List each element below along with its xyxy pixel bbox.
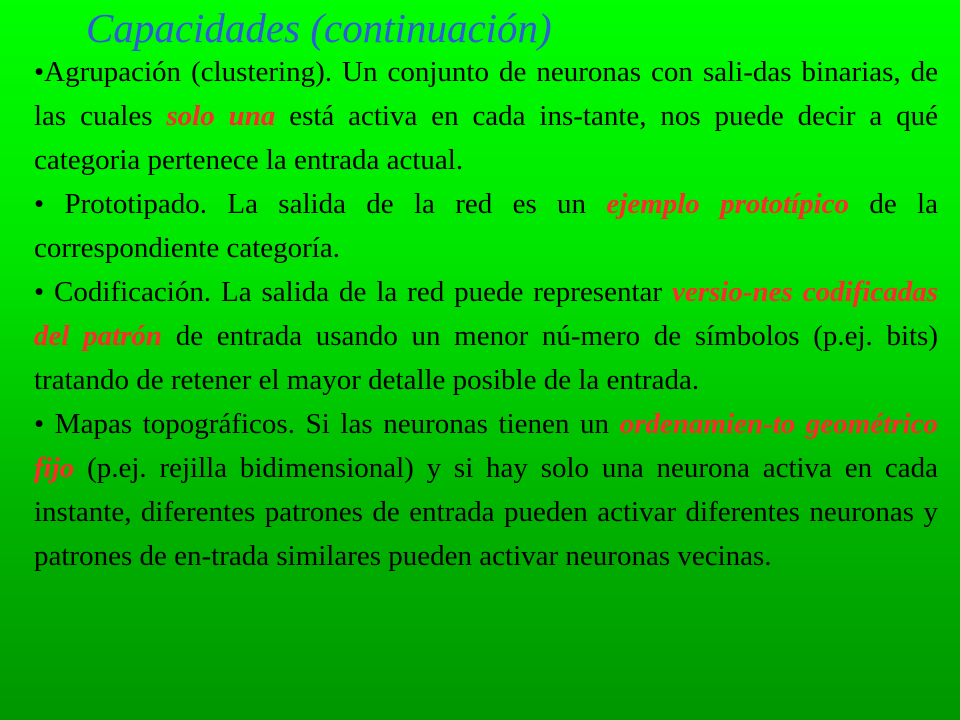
paragraph-clustering bbox=[34, 50, 938, 182]
highlighted-phrase: solo una bbox=[166, 100, 276, 132]
paragraph-text: de la correspondiente categoría. bbox=[34, 188, 938, 264]
highlighted-phrase: ejemplo prototípico bbox=[606, 188, 850, 220]
slide-body bbox=[34, 50, 938, 578]
slide-title: Capacidades (continuación) bbox=[86, 5, 552, 51]
paragraph-text: de entrada usando un menor nú-mero de símbolos (p.ej. bits) tratando de retener el mayor detalle posible de la entrada. bbox=[34, 320, 938, 396]
highlighted-phrase: versio-nes codificadas del patrón bbox=[34, 276, 938, 352]
paragraph-text: • Mapas topográficos. Si las neuronas tienen un bbox=[34, 408, 620, 440]
paragraph-coding bbox=[34, 270, 938, 402]
paragraph-text: •Agrupación (clustering). Un conjunto de neuronas con sali-das binarias, de las cuales bbox=[34, 56, 938, 132]
paragraph-text: • Prototipado. La salida de la red es un bbox=[34, 188, 607, 220]
paragraph-topographic-maps bbox=[34, 402, 938, 578]
paragraph-text: está activa en cada ins-tante, nos puede decir a qué categoria pertenece la entrada actual. bbox=[34, 100, 939, 176]
paragraph-text: • Codificación. La salida de la red puede representar bbox=[34, 276, 672, 308]
paragraph-prototyping bbox=[34, 182, 938, 270]
paragraph-text: (p.ej. rejilla bidimensional) y si hay solo una neurona activa en cada instante, diferentes patrones de entrada pueden activar diferentes neuronas y patrones de en-trada similares pueden activar neuronas vecinas. bbox=[34, 452, 938, 572]
highlighted-phrase: ordenamien-to geométrico fijo bbox=[34, 408, 939, 484]
